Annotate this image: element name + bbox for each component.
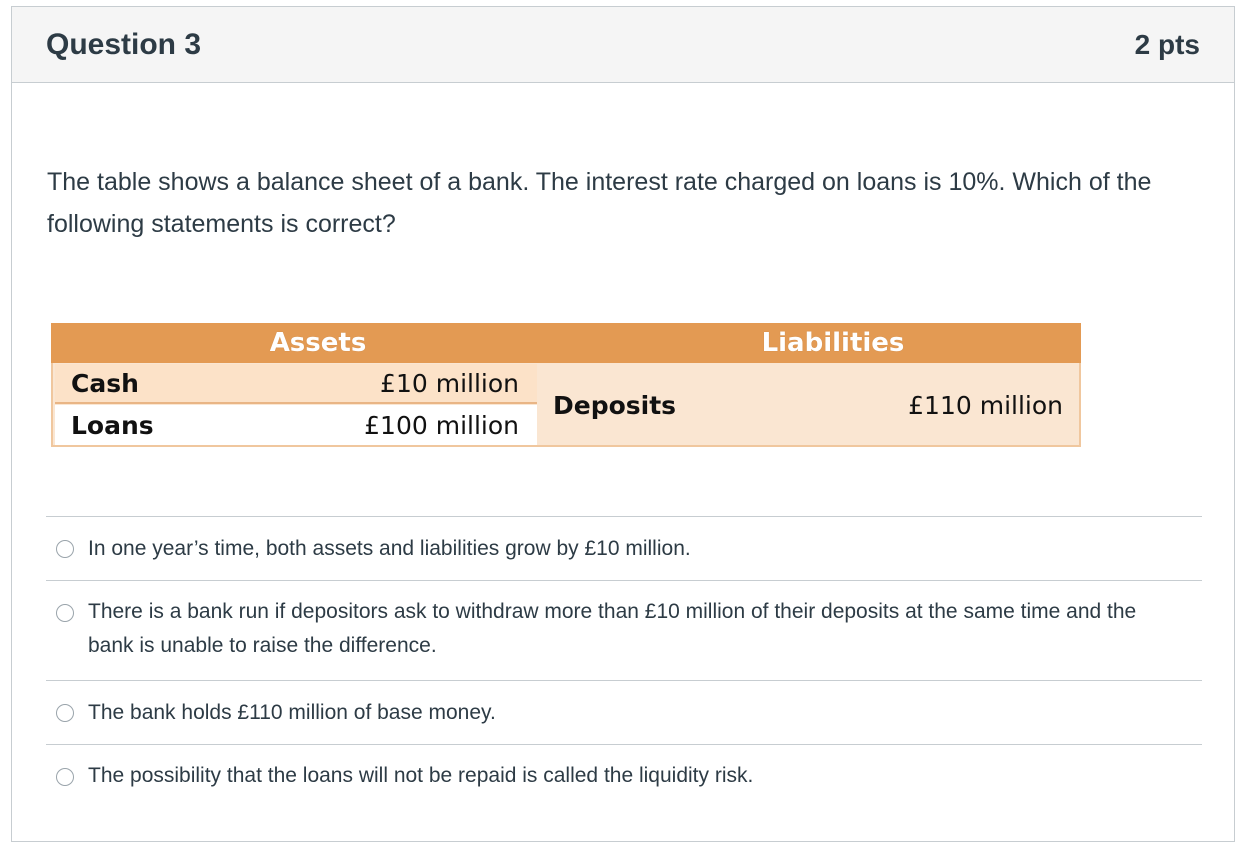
balance-sheet-header (51, 323, 1081, 363)
balance-sheet-body (51, 363, 1081, 447)
asset-label: Cash (71, 368, 139, 398)
radio-button[interactable] (56, 704, 74, 722)
question-card (11, 6, 1235, 842)
radio-button[interactable] (56, 604, 74, 622)
asset-value: £10 million (380, 368, 519, 398)
liability-row-deposits (553, 363, 1077, 447)
radio-button[interactable] (56, 540, 74, 558)
question-title: Question 3 (46, 27, 202, 61)
answer-text[interactable]: The possibility that the loans will not be repaid is called the liquidity risk. (88, 764, 754, 787)
answer-option[interactable] (46, 580, 1202, 680)
answer-option[interactable] (46, 744, 1202, 808)
question-header (12, 7, 1234, 83)
question-text: The table shows a balance sheet of a bank. The interest rate charged on loans is 10%. Which of the following statements is correct? (47, 168, 1152, 238)
assets-header: Assets (269, 328, 367, 358)
asset-label: Loans (71, 410, 154, 440)
liability-label: Deposits (553, 390, 677, 420)
answer-list (46, 516, 1202, 808)
answer-option[interactable] (46, 680, 1202, 744)
question-points: 2 pts (1134, 28, 1200, 60)
balance-sheet-table (51, 323, 1081, 449)
radio-button[interactable] (56, 768, 74, 786)
answer-text[interactable]: In one year’s time, both assets and liabilities grow by £10 million. (88, 537, 691, 560)
answer-text[interactable]: There is a bank run if depositors ask to withdraw more than £10 million of their deposits at the same time and the bank is unable to raise the difference. (88, 600, 1137, 657)
asset-row-loans (55, 405, 537, 445)
answer-option[interactable] (46, 516, 1202, 580)
asset-row-cash (55, 364, 537, 404)
asset-value: £100 million (364, 410, 519, 440)
answer-text[interactable]: The bank holds £110 million of base money. (88, 701, 496, 724)
liability-value: £110 million (908, 390, 1063, 420)
liabilities-header: Liabilities (761, 328, 905, 358)
